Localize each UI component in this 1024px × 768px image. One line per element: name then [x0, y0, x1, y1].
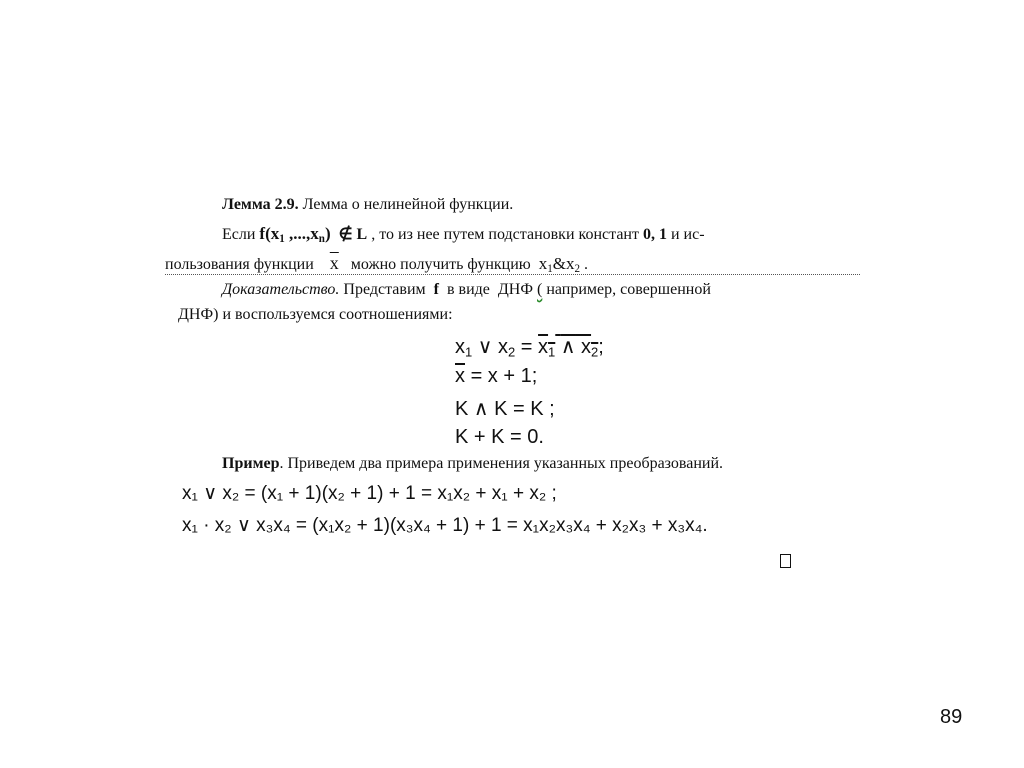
x-bar: $\overline{x}$: [329, 253, 339, 273]
example-heading: [222, 455, 723, 473]
proof-text: Представим: [343, 281, 426, 298]
page-number: 89: [940, 706, 963, 728]
period: .: [584, 256, 589, 273]
lemma-text: , то из нее путем подстановки констант: [371, 226, 639, 243]
proof-label: Доказательство.: [222, 281, 340, 298]
relation-3: K ∧ K = K ;: [455, 398, 555, 420]
proof-text: в виде: [446, 281, 490, 298]
lemma-text: и ис-: [670, 226, 705, 243]
lemma-statement-line2: [165, 253, 588, 275]
proof-text: например, совершенной: [546, 281, 711, 298]
qed-square-icon: [780, 554, 791, 568]
relation-2: [455, 365, 537, 388]
relation-rhs: = x + 1;: [470, 365, 538, 387]
proof-line2: ДНФ) и воспользуемся соотношениями:: [178, 306, 453, 323]
lemma-heading: [222, 196, 513, 214]
constants: 0, 1: [642, 226, 667, 243]
lemma-formula: $f(x_1$ $,...,x_n$): [259, 224, 331, 245]
x1: x: [538, 254, 548, 273]
amp-x2: &x: [552, 254, 575, 273]
dnf-text: ДНФ: [497, 281, 533, 298]
lemma-text: пользования функции: [165, 256, 314, 273]
example-label: Пример: [222, 455, 280, 472]
conjunction-formula: $x_1\&x_2$: [538, 254, 581, 275]
example-equation-1: x₁ ∨ x₂ = (x₁ + 1)(x₂ + 1) + 1 = x₁x₂ + x₁ + x₂ ;: [182, 483, 557, 504]
and-symbol: ∧: [560, 336, 576, 358]
formula-args: ,...,x: [289, 224, 319, 243]
negated-conjunction: $x_1$ ∧ $x_2$: [538, 336, 599, 360]
qed-box: [780, 554, 791, 573]
formula-f: f(x: [259, 224, 280, 243]
or-symbol: ∨: [477, 336, 493, 358]
notin-L: ∉ L: [338, 226, 368, 243]
f-symbol: f: [433, 281, 439, 298]
lemma-title: Лемма о нелинейной функции.: [302, 196, 514, 213]
eq-symbol: =: [520, 336, 533, 358]
relation-4: K + K = 0.: [455, 426, 544, 448]
dotted-separator: [165, 274, 860, 275]
example-text: . Приведем два примера применения указанных преобразований.: [279, 455, 724, 472]
semicolon: ;: [598, 336, 604, 358]
lemma-statement-line1: [222, 224, 705, 245]
relation-1: $x_1$ ∨ $x_2 = x_1$ ∧ $x_2$;: [455, 336, 604, 360]
lemma-text: Если: [222, 226, 256, 243]
example-equation-2: x₁ · x₂ ∨ x₃x₄ = (x₁x₂ + 1)(x₃x₄ + 1) + 1 = x₁x₂x₃x₄ + x₂x₃ + x₃x₄.: [182, 515, 708, 536]
lemma-number: Лемма 2.9.: [222, 196, 299, 213]
x-bar: $\overline{x}$: [455, 365, 465, 387]
paren: (: [537, 281, 543, 298]
x1: x: [455, 336, 465, 358]
lemma-text: можно получить функцию: [350, 256, 531, 273]
proof-line1: [222, 281, 711, 299]
